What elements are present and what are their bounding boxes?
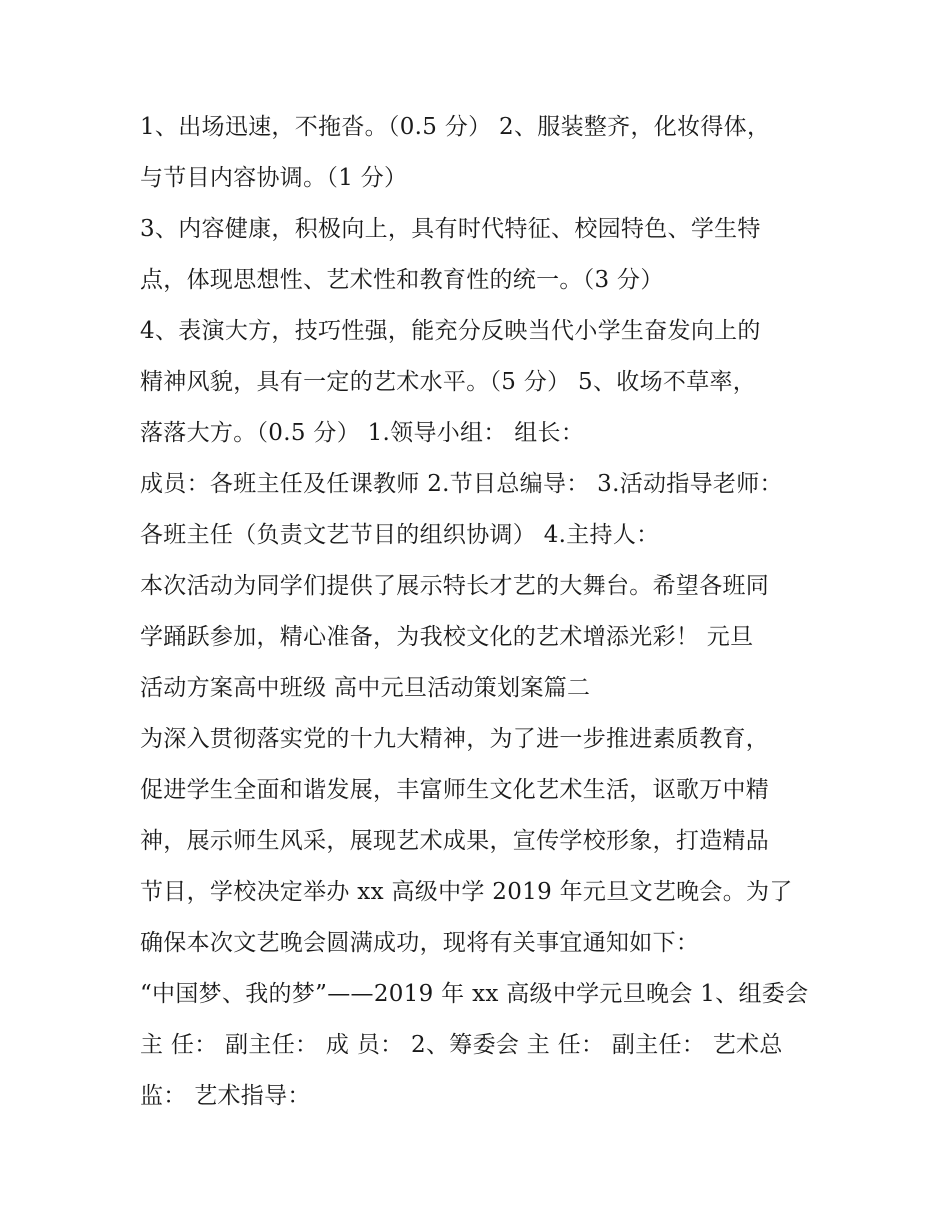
text-line: 与节目内容协调。（1 分） (140, 165, 408, 191)
text-line: 神，展示师生风采，展现艺术成果，宣传学校形象，打造精品 (140, 828, 770, 854)
text-line: 活动方案高中班级 高中元旦活动策划案篇二 (140, 675, 591, 701)
text-line: “中国梦、我的梦”——2019 年 xx 高级中学元旦晚会 1、组委会 (140, 981, 809, 1007)
text-line: 精神风貌，具有一定的艺术水平。（5 分） 5、收场不草率， (140, 369, 757, 395)
text-line: 1、出场迅速，不拖沓。（0.5 分） 2、服装整齐，化妆得体， (140, 114, 771, 140)
text-line: 主 任： 副主任： 成 员： 2、筹委会 主 任： 副主任： 艺术总 (140, 1032, 783, 1058)
text-line: 确保本次文艺晚会圆满成功，现将有关事宜通知如下： (140, 930, 700, 956)
text-line: 为深入贯彻落实党的十九大精神，为了进一步推进素质教育， (140, 726, 770, 752)
text-line: 点，体现思想性、艺术性和教育性的统一。（3 分） (140, 267, 664, 293)
text-line: 3、内容健康，积极向上，具有时代特征、校园特色、学生特 (140, 216, 761, 242)
text-line: 成员：各班主任及任课教师 2.节目总编导： 3.活动指导老师： (140, 471, 783, 497)
document-body (140, 102, 830, 1122)
text-line: 学踊跃参加，精心准备，为我校文化的艺术增添光彩！ 元旦 (140, 624, 754, 650)
text-line: 本次活动为同学们提供了展示特长才艺的大舞台。希望各班同 (140, 573, 770, 599)
text-line: 促进学生全面和谐发展，丰富师生文化艺术生活，讴歌万中精 (140, 777, 770, 803)
text-line: 节目，学校决定举办 xx 高级中学 2019 年元旦文艺晚会。为了 (140, 879, 793, 905)
text-line: 落落大方。（0.5 分） 1.领导小组： 组长： (140, 420, 585, 446)
text-line: 监： 艺术指导： (140, 1083, 311, 1109)
text-line: 4、表演大方，技巧性强，能充分反映当代小学生奋发向上的 (140, 318, 761, 344)
text-line: 各班主任（负责文艺节目的组织协调） 4.主持人： (140, 522, 660, 548)
